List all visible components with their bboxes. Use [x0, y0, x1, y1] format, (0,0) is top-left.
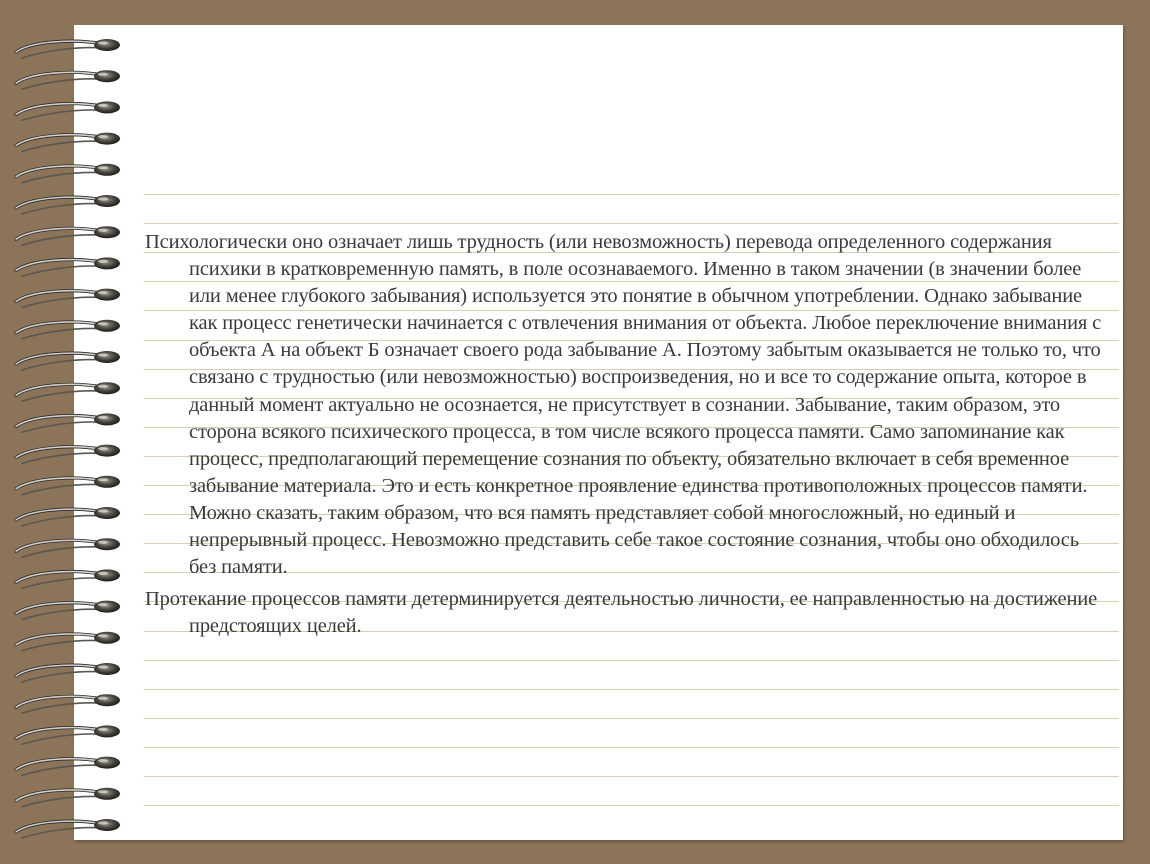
- ruled-line: [144, 747, 1119, 748]
- ruled-line: [144, 689, 1119, 690]
- ruled-line: [144, 718, 1119, 719]
- ruled-line: [144, 805, 1119, 806]
- body-text: [145, 229, 1105, 640]
- ruled-line: [144, 660, 1119, 661]
- ruled-line: [144, 194, 1119, 195]
- paragraph-2: Протекание процессов памяти детерминируется деятельностью личности, ее направленностью на достижение предстоящих целей.: [145, 588, 1098, 638]
- paragraph-1: Психологически оно означает лишь трудность (или невозможность) перевода определенного содержания психики в кратковременную память, в поле осознаваемого. Именно в таком значении (в значении более или менее глубокого забывания) используется это понятие в обычном употреблении. Однако забывание как процесс генетически начинается с отвлечения внимания от объекта. Любое переключение внимания с объекта А на объект Б означает своего рода забывание А. Поэтому забытым оказывается не только то, что связано с трудностью (или невозможностью) воспроизведения, но и все то содержание опыта, которое в данный момент актуально не осознается, не присутствует в сознании. Забывание, таким образом, это сторона всякого психического процесса, в том числе всякого процесса памяти. Само запоминание как процесс, предполагающий перемещение сознания по объекту, обязательно включает в себя временное забывание материала. Это и есть конкретное проявление единства противоположных процессов памяти. Можно сказать, таким образом, что вся память представляет собой многосложный, но единый и непрерывный процесс. Невозможно представить себе такое состояние сознания, чтобы оно обходилось без памяти.: [145, 231, 1102, 579]
- ruled-line: [144, 223, 1119, 224]
- ruled-line: [144, 776, 1119, 777]
